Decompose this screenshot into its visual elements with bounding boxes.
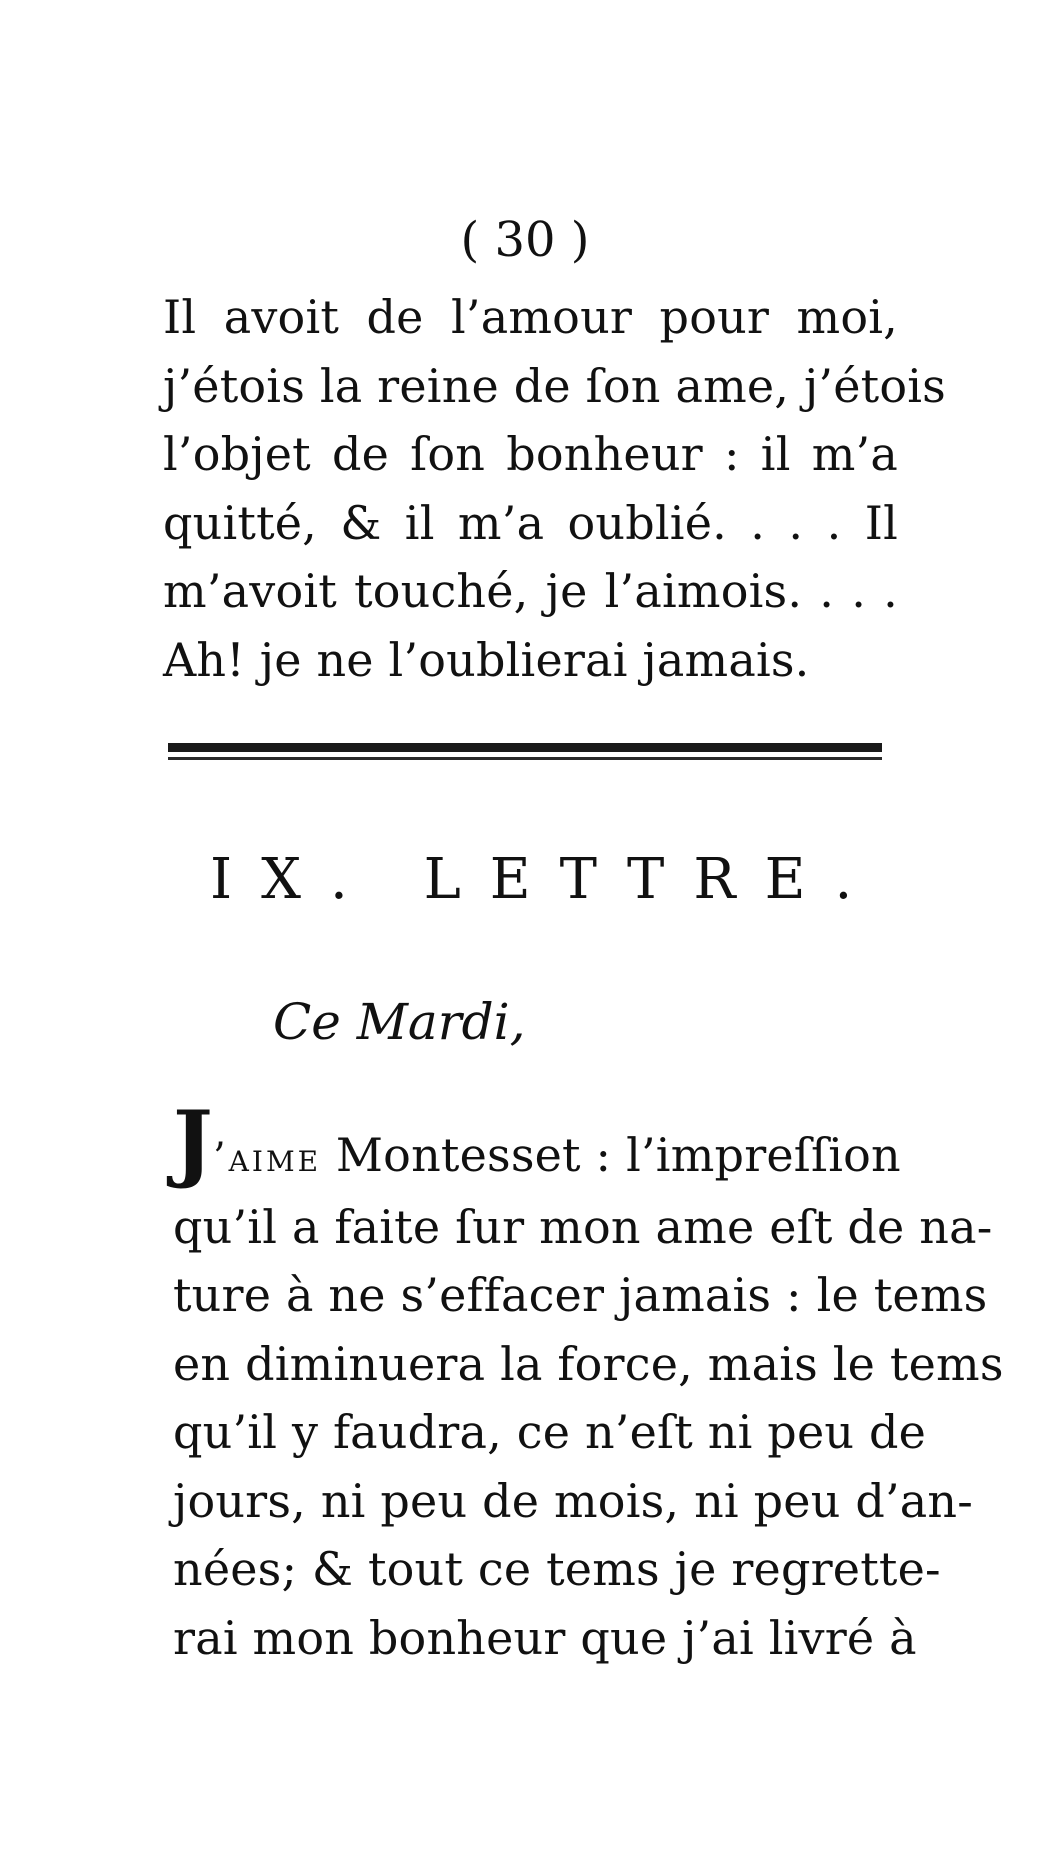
text-line: j’étois la reine de ſon ame, j’étois xyxy=(163,358,946,413)
letter-heading: IX. LETTRE. xyxy=(210,847,882,912)
text-line: qu’il y faudra, ce n’eſt ni peu de xyxy=(173,1405,927,1459)
first-text-line xyxy=(173,1092,901,1193)
text-line: Ah! je ne l’oublierai jamais. xyxy=(163,632,810,687)
text-line: m’avoit touché, je l’aimois. . . . xyxy=(163,564,898,618)
preceding-letter-ending xyxy=(163,283,946,694)
text-line: Il avoit de l’amour pour moi, xyxy=(163,290,898,344)
section-divider-rule xyxy=(168,743,882,760)
text-line: quitté, & il m’a oublié. . . . Il xyxy=(163,495,898,550)
text-line: ture à ne s’effacer jamais : le tems xyxy=(173,1268,988,1322)
text-line: nées; & tout ce tems je regrette- xyxy=(173,1542,941,1596)
text-line: qu’il a faite ſur mon ame eſt de na- xyxy=(173,1199,993,1254)
text-line: jours, ni peu de mois, ni peu d’an- xyxy=(173,1473,974,1528)
first-line-rest: Montesset : l’impreſſion xyxy=(321,1128,901,1182)
small-caps-word: ’aime xyxy=(212,1135,322,1181)
divider-thick-line xyxy=(168,743,882,752)
letter-dateline: Ce Mardi, xyxy=(273,993,526,1051)
text-line: en diminuera la force, mais le tems xyxy=(173,1336,1004,1391)
text-line: rai mon bonheur que j’ai livré à xyxy=(173,1610,917,1665)
text-line: l’objet de ſon bonheur : il m’a xyxy=(163,427,898,481)
page-number: ( 30 ) xyxy=(460,212,590,268)
divider-thin-line xyxy=(168,757,882,760)
drop-cap: J xyxy=(173,1092,213,1191)
letter-body xyxy=(173,1092,1004,1672)
